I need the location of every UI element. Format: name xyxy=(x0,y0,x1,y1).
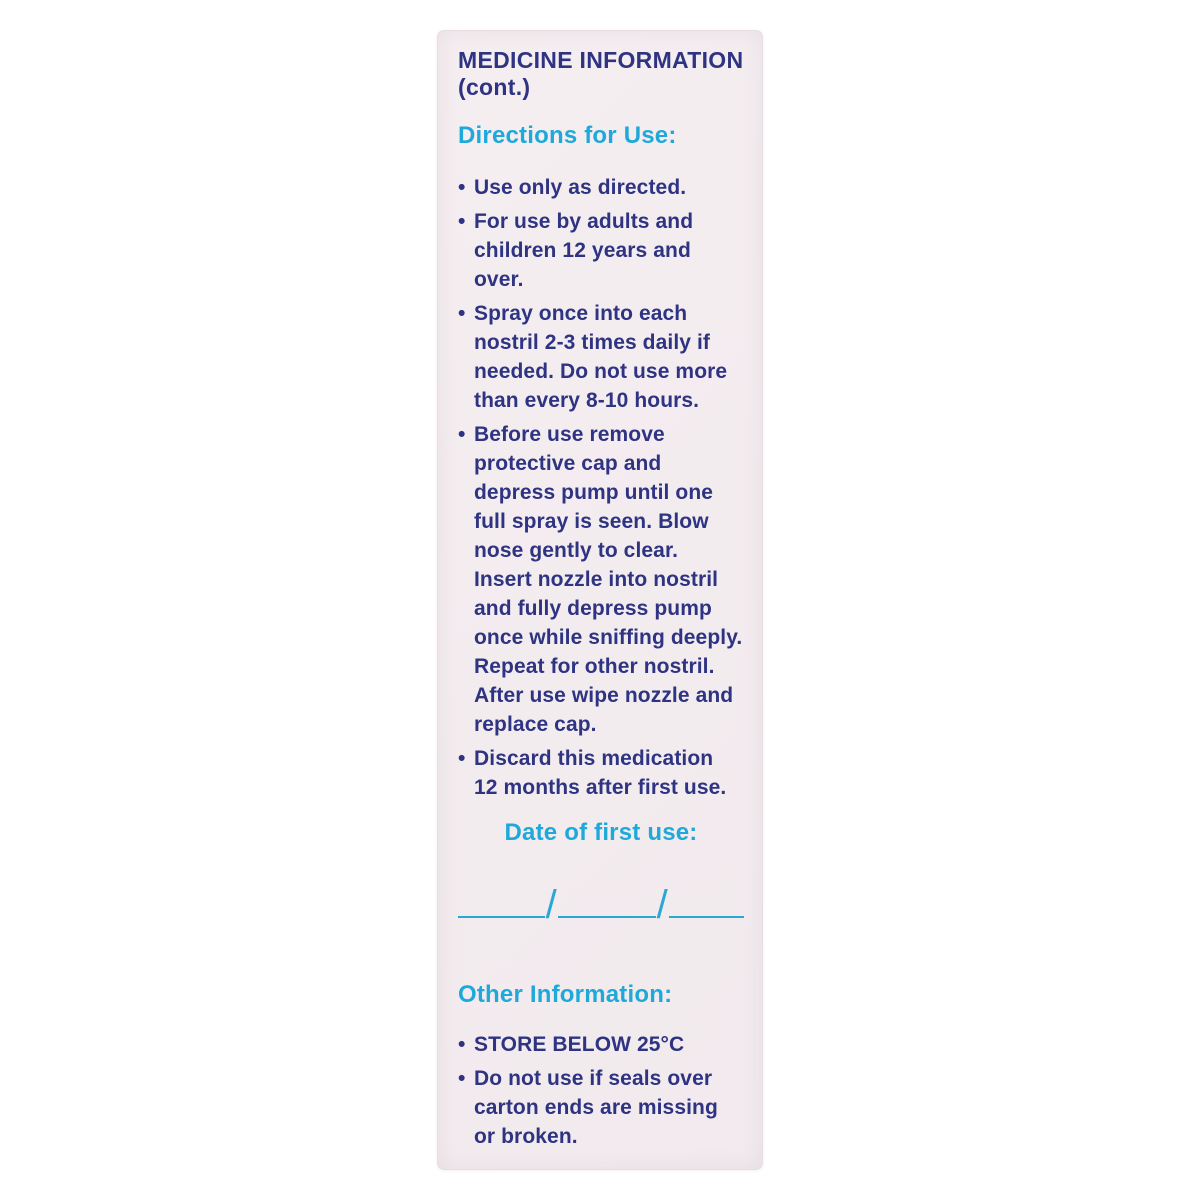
other-info-text: STORE BELOW 25°C xyxy=(474,1033,685,1056)
list-item xyxy=(458,299,744,415)
list-item xyxy=(458,744,744,802)
bullet-icon: • xyxy=(458,423,466,446)
date-blank-field xyxy=(558,912,656,918)
medicine-information-panel xyxy=(437,30,763,1170)
date-separator: / xyxy=(656,883,668,927)
date-blank-field xyxy=(458,912,545,918)
list-item xyxy=(458,207,744,294)
bullet-icon: • xyxy=(458,747,466,770)
directions-for-use-heading: Directions for Use: xyxy=(458,122,677,149)
direction-text: Discard this medication 12 months after first use. xyxy=(474,747,727,799)
date-blank-field xyxy=(669,912,744,918)
date-of-first-use-label: Date of first use: xyxy=(504,819,698,846)
list-item xyxy=(458,173,744,202)
bullet-icon: • xyxy=(458,210,466,233)
date-separator: / xyxy=(545,883,557,927)
list-item xyxy=(458,420,744,739)
bullet-icon: • xyxy=(458,176,466,199)
list-item xyxy=(458,1064,744,1151)
bullet-icon: • xyxy=(458,1067,466,1090)
other-information-list xyxy=(458,1030,744,1151)
other-information-heading: Other Information: xyxy=(458,981,673,1008)
directions-list xyxy=(458,173,744,802)
panel-title: MEDICINE INFORMATION (cont.) xyxy=(458,47,744,100)
date-entry-line xyxy=(458,874,744,927)
bullet-icon: • xyxy=(458,302,466,325)
direction-text: Use only as directed. xyxy=(474,176,687,199)
direction-text: Before use remove protective cap and depress pump until one full spray is seen. Blow nose gently to clear. Insert nozzle into nostril and fully depress pump once while sniffing deeply. Repeat for other nostril. After use wipe nozzle and replace cap. xyxy=(474,423,743,736)
list-item xyxy=(458,1030,744,1059)
direction-text: Spray once into each nostril 2-3 times daily if needed. Do not use more than every 8-10 hours. xyxy=(474,302,728,412)
bullet-icon: • xyxy=(458,1033,466,1056)
other-info-text: Do not use if seals over carton ends are missing or broken. xyxy=(474,1067,718,1148)
direction-text: For use by adults and children 12 years and over. xyxy=(474,210,694,291)
